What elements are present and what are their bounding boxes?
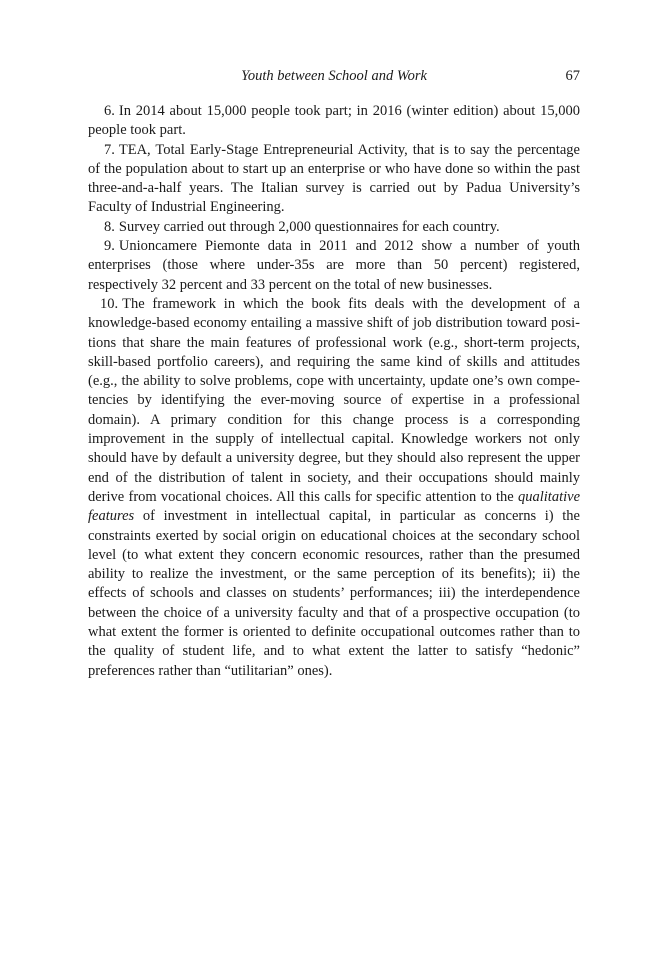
running-title: Youth between School and Work bbox=[241, 68, 427, 84]
endnote-6 bbox=[88, 102, 580, 141]
note-number: 10. bbox=[100, 295, 119, 312]
note-text: Survey carried out through 2,000 questionnaires for each country. bbox=[118, 218, 500, 235]
endnote-8 bbox=[88, 218, 580, 237]
note-text: Unioncamere Piemonte data in 2011 and 2012 show a number of youth enterprises (those where under-35s are more than 50 percent) registered, respectively 32 percent and 33 percent on the total of new businesses. bbox=[88, 238, 580, 293]
note-text: In 2014 about 15,000 people took part; in 2016 (winter edition) about 15,000 people took part. bbox=[88, 103, 580, 139]
note-text: TEA, Total Early-Stage Entrepreneurial Activity, that is to say the percentage of the population about to start up an enterprise or who have done so within the past three-and-a-half years. The Italian survey is carried out by Padua University’s Faculty of Industrial Engineering. bbox=[88, 141, 580, 216]
note-number: 9. bbox=[104, 238, 115, 255]
note-number: 7. bbox=[104, 141, 115, 158]
endnote-10 bbox=[88, 295, 580, 681]
note-emphasis: qualitative features bbox=[88, 488, 581, 525]
running-head bbox=[88, 66, 580, 86]
note-text-continued: of investment in intellectual capital, in particular as concerns i) the constraints exerted by social origin on educational choices at the secondary school level (to what extent they concern economic resources, rather than the presumed ability to realize the investment, or the same perception of its benefits); ii) the effects of schools and classes on students’ performances; iii) the interdependence between the choice of a university faculty and that of a prospective occupation (to what extent the former is oriented to definite occupational outcomes rather than to the quality of student life, and to what extent the latter to satisfy “hedonic” preferences rather than “utilitarian” ones). bbox=[88, 508, 580, 679]
endnote-7 bbox=[88, 141, 580, 218]
page-number: 67 bbox=[565, 68, 580, 84]
note-text: The framework in which the book fits deals with the development of a knowledge-based economy entailing a massive shift of job distribution toward positions that share the main features of professional work (e.g., short-term projects, skill-based portfolio careers), and requiring the same kind of skills and attitudes (e.g., the ability to solve problems, cope with uncertainty, update one’s own competencies by identifying the ever-moving source of expertise in a professional domain). A primary condition for this change process is a corresponding improvement in the supply of intellectual capital. Knowledge workers not only should have by default a university degree, but they should also represent the upper end of the distribution of talent in society, and their occupations should mainly derive from vocational choices. All this calls for specific attention to the bbox=[88, 295, 580, 505]
note-number: 6. bbox=[104, 103, 115, 119]
note-number: 8. bbox=[104, 218, 115, 235]
endnotes bbox=[88, 102, 580, 681]
endnote-9 bbox=[88, 237, 580, 295]
